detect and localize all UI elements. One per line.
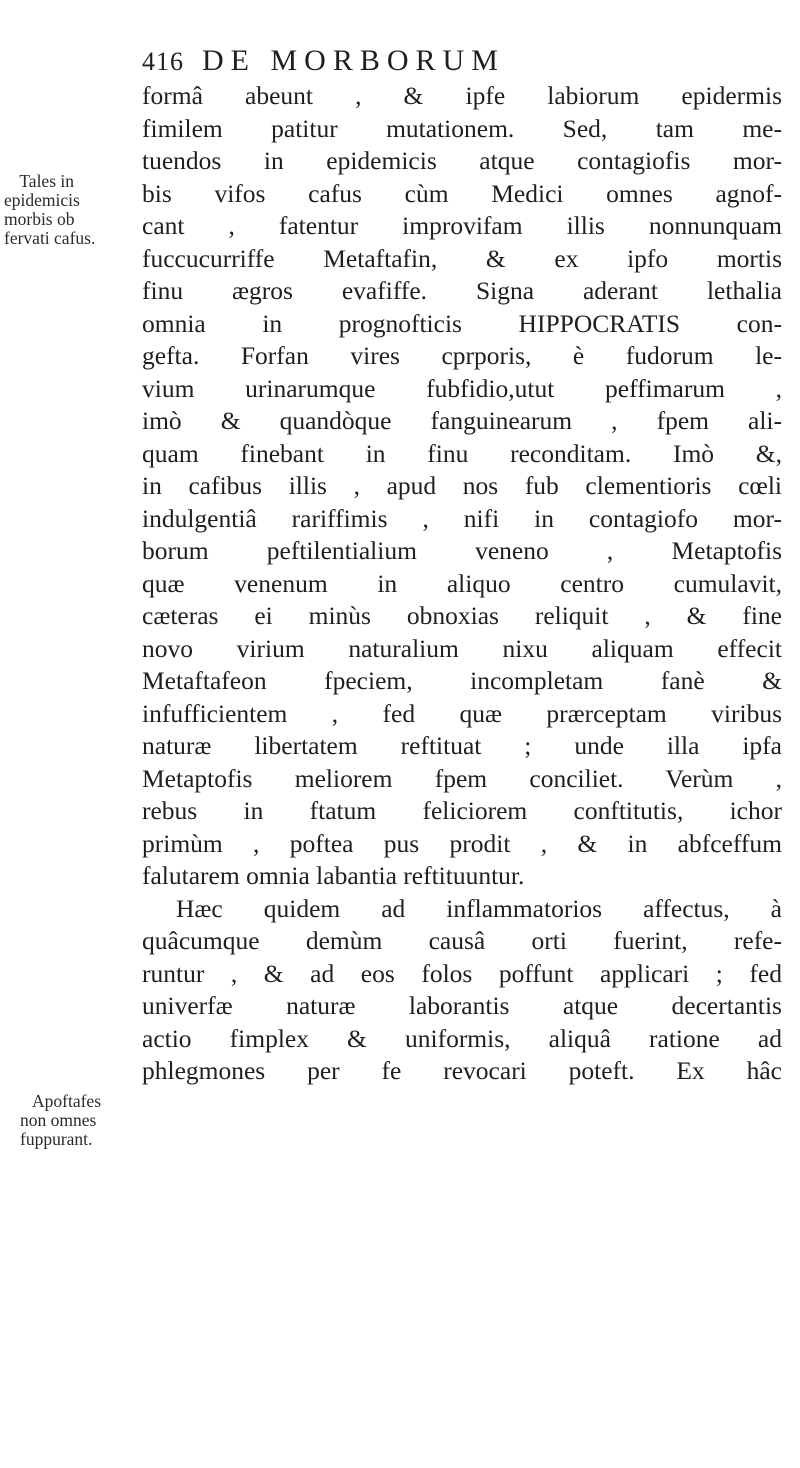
text-line: Hæc quidem ad inflammatorios affectus, à	[176, 893, 782, 923]
text-line: infufficientem , fed quæ prærceptam viribus	[142, 698, 782, 728]
text-line: cant , fatentur improvifam illis nonnunquam	[142, 211, 782, 240]
text-line: imò & quandòque fanguinearum , fpem ali-	[142, 406, 782, 435]
text-line: runtur , & ad eos folos poffunt applicari ; fed	[142, 958, 782, 988]
text-line: indulgentiâ rariffimis , nifi in contagiofo mor-	[142, 503, 782, 533]
text-line: Metaftafeon fpeciem, incompletam fanè &	[142, 666, 782, 695]
margin-note-apostases	[4, 1092, 136, 1149]
text-line: omnia in prognofticis HIPPOCRATIS con-	[142, 308, 782, 338]
text-line: naturæ libertatem reftituat ; unde illa ipfa	[142, 731, 782, 760]
text-line: primùm , poftea pus prodit , & in abfceffum	[142, 828, 782, 858]
text-line: phlegmones per fe revocari poteft. Ex hâc	[142, 1056, 782, 1085]
text-line: finu ægros evafiffe. Signa aderant lethalia	[142, 276, 782, 305]
margin-note-tales-in-epidemicis	[4, 172, 136, 248]
margin-note-line: fervati cafus.	[4, 228, 96, 248]
text-line: quæ venenum in aliquo centro cumulavit,	[142, 568, 782, 598]
margin-note-line: fuppurant.	[20, 1129, 93, 1149]
text-line: vium urinarumque fubfidio,utut peffimarum ,	[142, 373, 782, 403]
text-line: in cafibus illis , apud nos fub clementioris cœli	[142, 471, 782, 500]
page-header	[142, 44, 782, 84]
text-line: actio fimplex & uniformis, aliquâ ratione ad	[142, 1023, 782, 1053]
margin-note-line: Tales in	[19, 171, 74, 191]
text-line: cæteras ei minùs obnoxias reliquit , & fine	[142, 601, 782, 630]
text-line: quam finebant in finu reconditam. Imò &,	[142, 438, 782, 468]
page-number: 416	[142, 47, 184, 76]
text-line: rebus in ftatum feliciorem conftitutis, ichor	[142, 796, 782, 825]
body-text	[142, 80, 782, 1088]
text-line: quâcumque demùm causâ orti fuerint, refe-	[142, 926, 782, 955]
text-line: falutarem omnia labantia reftituuntur.	[142, 861, 525, 890]
margin-note-line: morbis ob	[4, 209, 75, 229]
text-line: bis vifos cafus cùm Medici omnes agnof-	[142, 178, 782, 208]
text-line: borum peftilentialium veneno , Metaptofis	[142, 536, 782, 565]
text-line: novo virium naturalium nixu aliquam effecit	[142, 633, 782, 663]
margin-note-line: epidemicis	[4, 190, 80, 210]
text-line: univerfæ naturæ laborantis atque decertantis	[142, 991, 782, 1020]
text-line: Metaptofis meliorem fpem conciliet. Verùm ,	[142, 763, 782, 793]
margin-note-line: Apoftafes	[32, 1091, 102, 1111]
text-line: fimilem patitur mutationem. Sed, tam me-	[142, 113, 782, 143]
running-title: DE MORBORUM	[202, 44, 505, 77]
margin-note-line: non omnes	[20, 1110, 97, 1130]
text-line: formâ abeunt , & ipfe labiorum epidermis	[142, 81, 782, 110]
text-line: fuccucurriffe Metaftafin, & ex ipfo mortis	[142, 243, 782, 273]
text-line: tuendos in epidemicis atque contagiofis mor-	[142, 146, 782, 175]
text-line: gefta. Forfan vires cprporis, è fudorum le-	[142, 341, 782, 370]
